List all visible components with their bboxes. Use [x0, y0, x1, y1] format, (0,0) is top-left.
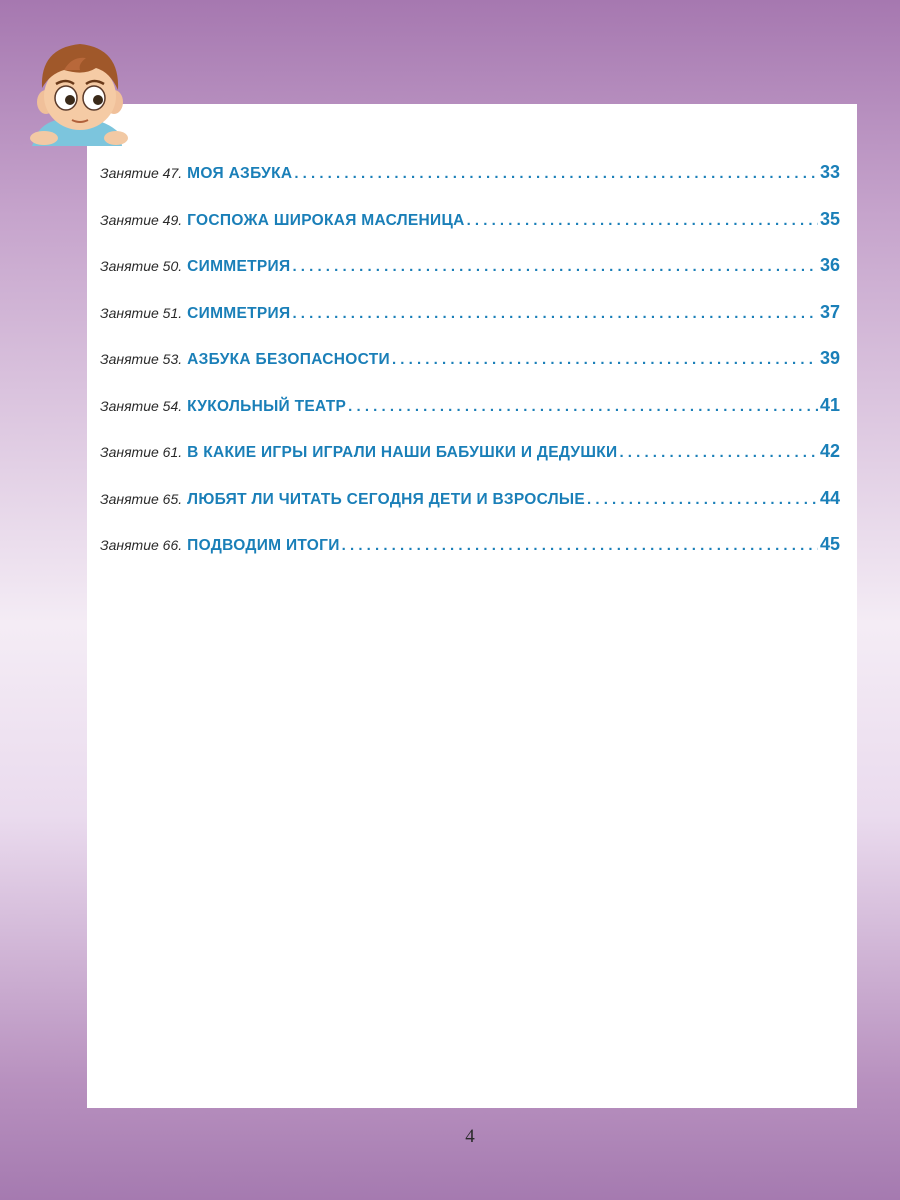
toc-entry-prefix: Занятие 66. [100, 537, 183, 553]
toc-entry-title: ЛЮБЯТ ЛИ ЧИТАТЬ СЕГОДНЯ ДЕТИ И ВЗРОСЛЫЕ [187, 490, 586, 508]
toc-entry-title: ПОДВОДИМ ИТОГИ [187, 537, 340, 554]
toc-entry-title: В КАКИЕ ИГРЫ ИГРАЛИ НАШИ БАБУШКИ И ДЕДУШКИ [187, 444, 618, 461]
toc-entry[interactable] [100, 348, 840, 395]
toc-entry-title: МОЯ АЗБУКА [187, 165, 293, 182]
dot-leader [392, 351, 818, 368]
toc-entry-page: 37 [819, 301, 840, 322]
toc-entry-prefix: Занятие 49. [100, 211, 183, 228]
boy-mascot-icon [24, 34, 134, 152]
toc-entry-page: 42 [819, 441, 840, 461]
toc-entry-prefix: Занятие 61. [100, 444, 183, 460]
toc-entry[interactable] [100, 534, 840, 581]
toc-entry[interactable] [100, 395, 840, 442]
toc-entry-prefix: Занятие 51. [100, 304, 183, 321]
dot-leader [619, 444, 818, 461]
page-number: 4 [465, 1126, 475, 1147]
toc-entry-page: 39 [819, 348, 840, 368]
toc-entry-title: СИММЕТРИЯ [187, 258, 291, 275]
toc-entry-page: 41 [819, 394, 840, 415]
toc-entry-title: КУКОЛЬНЫЙ ТЕАТР [187, 397, 347, 415]
toc-entry-page: 35 [819, 208, 840, 229]
toc-entry-prefix: Занятие 54. [100, 397, 183, 414]
toc-entry-prefix: Занятие 47. [100, 165, 183, 181]
dot-leader [587, 491, 818, 508]
table-of-contents [100, 162, 840, 581]
dot-leader [342, 537, 818, 554]
dot-leader [348, 398, 818, 415]
toc-entry-page: 44 [819, 487, 840, 508]
toc-entry[interactable] [100, 302, 840, 349]
dot-leader [292, 258, 818, 275]
dot-leader [292, 305, 818, 322]
toc-entry-prefix: Занятие 53. [100, 351, 183, 367]
toc-entry[interactable] [100, 255, 840, 302]
toc-entry-page: 45 [819, 534, 840, 554]
toc-entry[interactable] [100, 441, 840, 488]
toc-entry-page: 33 [819, 162, 840, 182]
toc-entry-page: 36 [819, 255, 840, 275]
toc-entry-prefix: Занятие 50. [100, 258, 183, 274]
toc-entry-title: ГОСПОЖА ШИРОКАЯ МАСЛЕНИЦА [187, 211, 465, 229]
dot-leader [467, 212, 818, 229]
toc-entry[interactable] [100, 488, 840, 535]
toc-entry-title: СИММЕТРИЯ [187, 304, 291, 322]
toc-entry-title: АЗБУКА БЕЗОПАСНОСТИ [187, 351, 390, 368]
toc-entry-prefix: Занятие 65. [100, 490, 183, 507]
toc-entry[interactable] [100, 209, 840, 256]
toc-entry[interactable] [100, 162, 840, 209]
dot-leader [294, 165, 818, 182]
